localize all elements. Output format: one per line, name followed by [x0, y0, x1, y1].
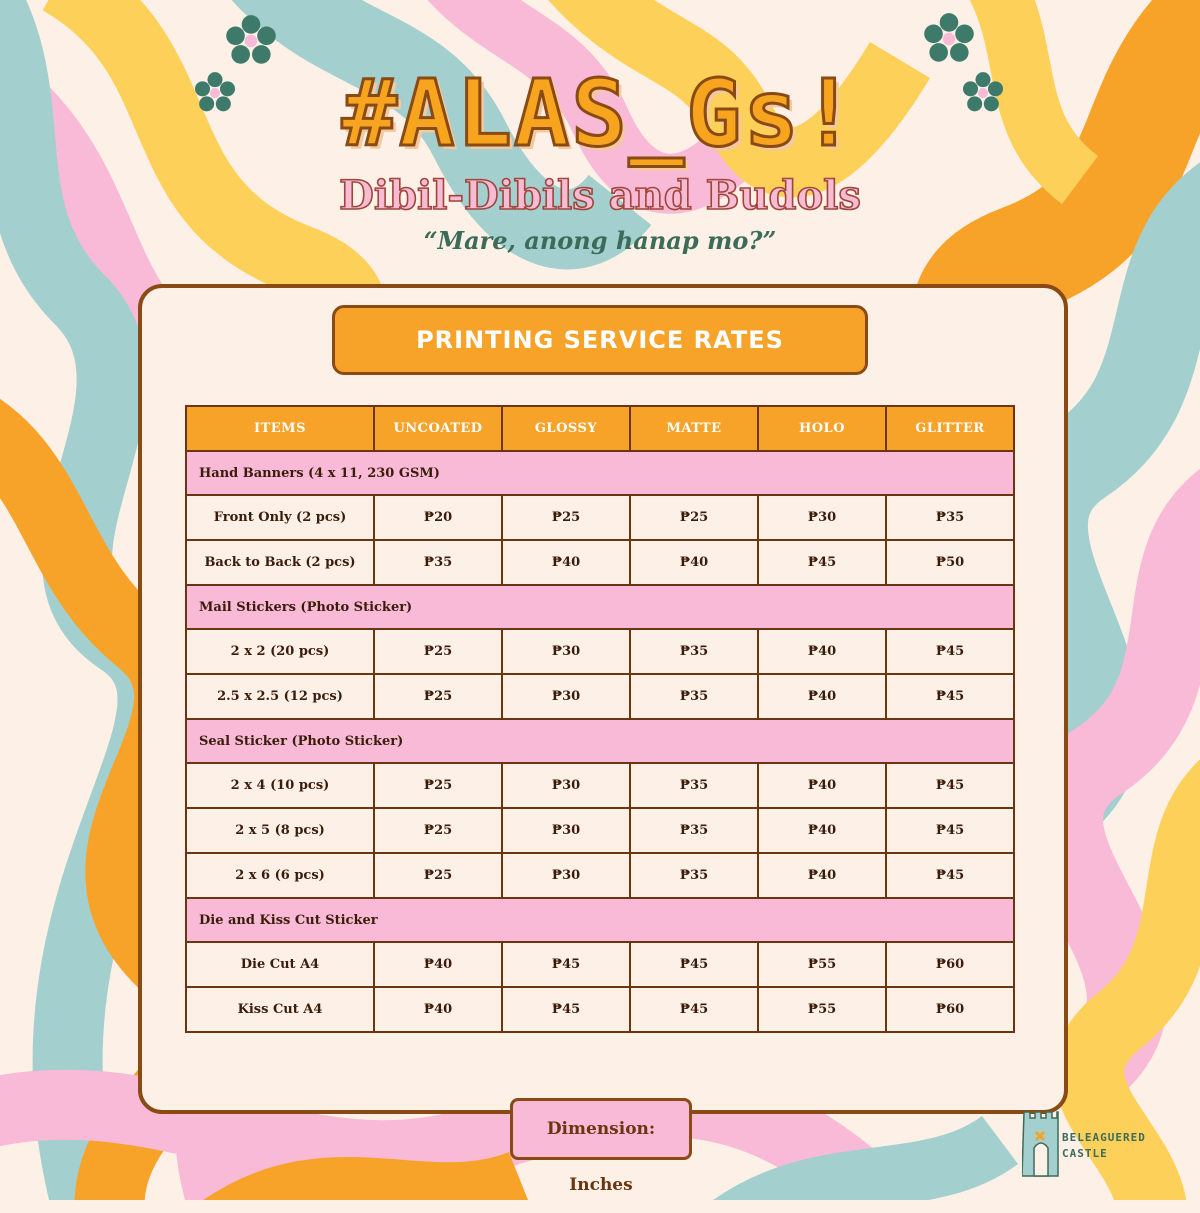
table-row — [186, 540, 1014, 585]
section-title: Die and Kiss Cut Sticker — [186, 898, 1014, 942]
price-cell: ₱35 — [630, 808, 758, 853]
price-cell: ₱40 — [758, 763, 886, 808]
price-cell: ₱20 — [374, 495, 502, 540]
price-cell: ₱25 — [374, 808, 502, 853]
price-cell: ₱40 — [758, 629, 886, 674]
price-cell: ₱50 — [886, 540, 1014, 585]
price-cell: ₱30 — [758, 495, 886, 540]
rates-table — [185, 405, 1015, 1033]
column-header: UNCOATED — [374, 406, 502, 451]
section-row — [186, 898, 1014, 942]
price-cell: ₱40 — [758, 674, 886, 719]
table-row — [186, 808, 1014, 853]
price-cell: ₱40 — [630, 540, 758, 585]
brand-logo — [1022, 1108, 1192, 1178]
price-cell: ₱45 — [886, 674, 1014, 719]
price-cell: ₱40 — [758, 853, 886, 898]
price-cell: ₱25 — [502, 495, 630, 540]
price-cell: ₱40 — [374, 942, 502, 987]
price-cell: ₱40 — [758, 808, 886, 853]
table-row — [186, 987, 1014, 1032]
price-cell: ₱55 — [758, 942, 886, 987]
price-cell: ₱55 — [758, 987, 886, 1032]
price-cell: ₱35 — [630, 763, 758, 808]
price-cell: ₱45 — [886, 763, 1014, 808]
table-header-row — [186, 406, 1014, 451]
price-cell: ₱60 — [886, 987, 1014, 1032]
column-header: HOLO — [758, 406, 886, 451]
castle-logo-icon — [1022, 1108, 1060, 1178]
price-cell: ₱25 — [374, 629, 502, 674]
price-cell: ₱30 — [502, 763, 630, 808]
price-cell: ₱45 — [502, 942, 630, 987]
section-row — [186, 585, 1014, 629]
section-title: Hand Banners (4 x 11, 230 GSM) — [186, 451, 1014, 495]
table-row — [186, 853, 1014, 898]
dimension-note: Dimension: Inches — [510, 1098, 692, 1160]
column-header: GLOSSY — [502, 406, 630, 451]
price-cell: ₱45 — [630, 942, 758, 987]
table-row — [186, 942, 1014, 987]
price-cell: ₱35 — [630, 853, 758, 898]
section-title: Mail Stickers (Photo Sticker) — [186, 585, 1014, 629]
item-cell: Back to Back (2 pcs) — [186, 540, 374, 585]
price-cell: ₱25 — [374, 763, 502, 808]
price-cell: ₱40 — [374, 987, 502, 1032]
price-cell: ₱25 — [374, 853, 502, 898]
page-title: #ALAS_Gs! — [341, 60, 859, 167]
item-cell: 2 x 6 (6 pcs) — [186, 853, 374, 898]
price-cell: ₱45 — [502, 987, 630, 1032]
price-cell: ₱45 — [886, 808, 1014, 853]
section-title: Seal Sticker (Photo Sticker) — [186, 719, 1014, 763]
table-row — [186, 674, 1014, 719]
item-cell: 2 x 4 (10 pcs) — [186, 763, 374, 808]
price-cell: ₱35 — [374, 540, 502, 585]
item-cell: Front Only (2 pcs) — [186, 495, 374, 540]
brand-name: BELEAGUERED CASTLE — [1062, 1131, 1146, 1160]
price-cell: ₱30 — [502, 629, 630, 674]
price-cell: ₱45 — [630, 987, 758, 1032]
tagline: “Mare, anong hanap mo?” — [423, 226, 777, 255]
table-row — [186, 763, 1014, 808]
price-cell: ₱35 — [630, 674, 758, 719]
price-cell: ₱45 — [758, 540, 886, 585]
table-row — [186, 629, 1014, 674]
price-cell: ₱45 — [886, 629, 1014, 674]
price-cell: ₱30 — [502, 853, 630, 898]
price-cell: ₱40 — [502, 540, 630, 585]
price-cell: ₱45 — [886, 853, 1014, 898]
item-cell: Kiss Cut A4 — [186, 987, 374, 1032]
section-row — [186, 451, 1014, 495]
table-row — [186, 495, 1014, 540]
price-cell: ₱60 — [886, 942, 1014, 987]
page-subtitle: Dibil-Dibils and Budols — [339, 172, 861, 219]
item-cell: 2 x 2 (20 pcs) — [186, 629, 374, 674]
column-header: GLITTER — [886, 406, 1014, 451]
item-cell: 2 x 5 (8 pcs) — [186, 808, 374, 853]
item-cell: 2.5 x 2.5 (12 pcs) — [186, 674, 374, 719]
price-cell: ₱25 — [630, 495, 758, 540]
price-cell: ₱25 — [374, 674, 502, 719]
price-cell: ₱30 — [502, 674, 630, 719]
price-cell: ₱35 — [886, 495, 1014, 540]
column-header: MATTE — [630, 406, 758, 451]
item-cell: Die Cut A4 — [186, 942, 374, 987]
section-row — [186, 719, 1014, 763]
price-cell: ₱30 — [502, 808, 630, 853]
column-header: ITEMS — [186, 406, 374, 451]
price-cell: ₱35 — [630, 629, 758, 674]
panel-heading: PRINTING SERVICE RATES — [332, 305, 868, 375]
